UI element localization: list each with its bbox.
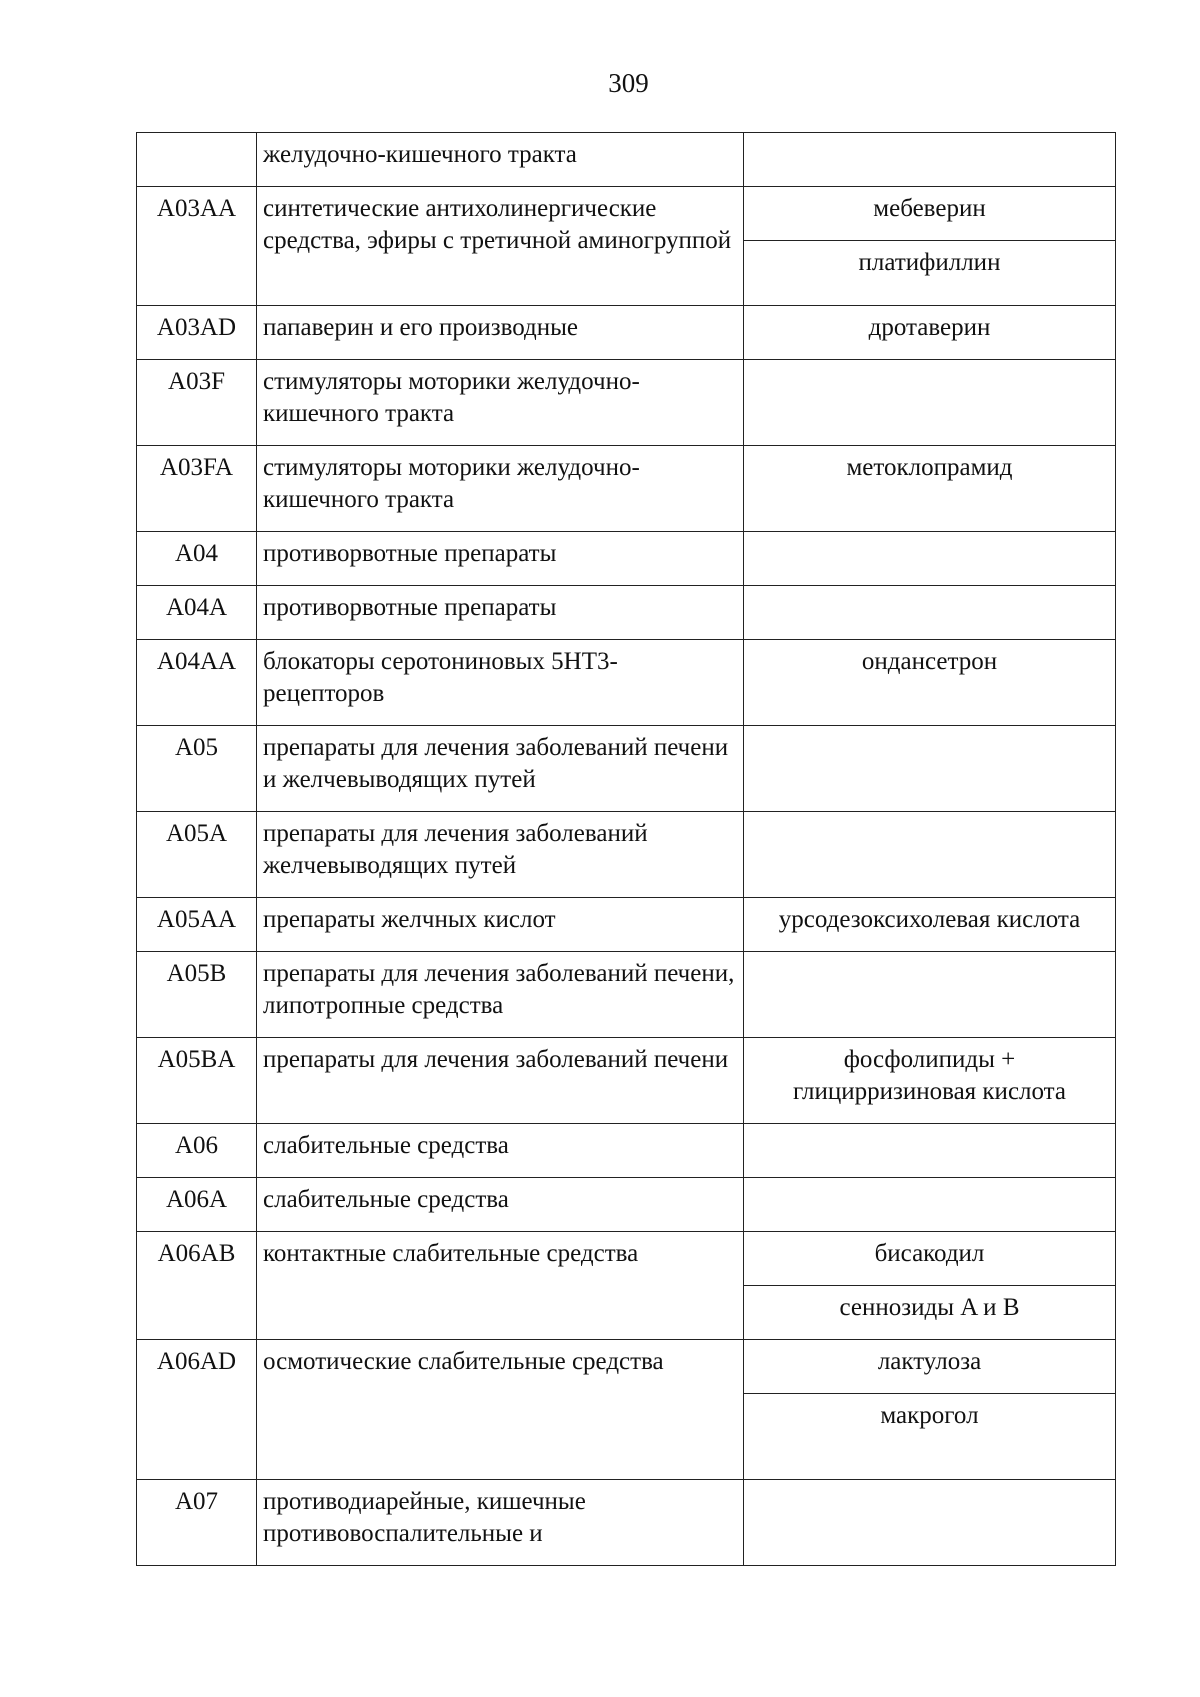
drug-cell <box>744 1178 1116 1232</box>
drug-cell: ондансетрон <box>744 640 1116 726</box>
atc-code-cell: A03AA <box>137 187 257 306</box>
table-row <box>137 1340 1116 1394</box>
drug-cell <box>744 726 1116 812</box>
atc-code-cell: A04AA <box>137 640 257 726</box>
atc-description-cell: слабительные средства <box>257 1124 744 1178</box>
atc-code-cell: A05AA <box>137 898 257 952</box>
table-row <box>137 1232 1116 1286</box>
atc-description-cell: стимуляторы моторики желудочно-кишечного тракта <box>257 446 744 532</box>
table-row <box>137 640 1116 726</box>
atc-code-cell: A03FA <box>137 446 257 532</box>
table-row <box>137 812 1116 898</box>
table-row <box>137 306 1116 360</box>
drug-cell <box>744 952 1116 1038</box>
atc-code-cell: A03AD <box>137 306 257 360</box>
table-row <box>137 1178 1116 1232</box>
atc-description-cell: стимуляторы моторики желудочно-кишечного тракта <box>257 360 744 446</box>
atc-table <box>136 132 1116 1566</box>
atc-code-cell: A03F <box>137 360 257 446</box>
table-row <box>137 532 1116 586</box>
atc-description-cell: противорвотные препараты <box>257 532 744 586</box>
table-row <box>137 133 1116 187</box>
atc-description-cell: слабительные средства <box>257 1178 744 1232</box>
drug-cell: фосфолипиды + глицирризиновая кислота <box>744 1038 1116 1124</box>
atc-code-cell: A04A <box>137 586 257 640</box>
atc-code-cell: A04 <box>137 532 257 586</box>
page-number: 309 <box>608 68 649 98</box>
atc-code-cell: A06AB <box>137 1232 257 1340</box>
atc-description-cell: осмотические слабительные средства <box>257 1340 744 1480</box>
atc-description-cell: препараты для лечения заболеваний печени <box>257 1038 744 1124</box>
drug-cell: сеннозиды A и B <box>744 1286 1116 1340</box>
table-row <box>137 726 1116 812</box>
table-row <box>137 1480 1116 1566</box>
atc-code-cell: A06 <box>137 1124 257 1178</box>
drug-cell: лактулоза <box>744 1340 1116 1394</box>
drug-cell: дротаверин <box>744 306 1116 360</box>
atc-description-cell: папаверин и его производные <box>257 306 744 360</box>
table-row <box>137 187 1116 241</box>
atc-description-cell: препараты для лечения заболеваний печени, липотропные средства <box>257 952 744 1038</box>
table-row <box>137 360 1116 446</box>
drug-cell: урсодезоксихолевая кислота <box>744 898 1116 952</box>
atc-code-cell: A05A <box>137 812 257 898</box>
drug-cell <box>744 1480 1116 1566</box>
atc-code-cell <box>137 133 257 187</box>
atc-description-cell: желудочно-кишечного тракта <box>257 133 744 187</box>
table-row <box>137 1124 1116 1178</box>
drug-cell: метоклопрамид <box>744 446 1116 532</box>
table-row <box>137 898 1116 952</box>
drug-cell <box>744 586 1116 640</box>
drug-cell <box>744 360 1116 446</box>
table-row <box>137 586 1116 640</box>
atc-description-cell: синтетические антихолинергические средства, эфиры с третичной аминогруппой <box>257 187 744 306</box>
drug-cell: мебеверин <box>744 187 1116 241</box>
table-row <box>137 1038 1116 1124</box>
drug-cell: бисакодил <box>744 1232 1116 1286</box>
atc-description-cell: препараты желчных кислот <box>257 898 744 952</box>
drug-cell: платифиллин <box>744 241 1116 306</box>
drug-cell <box>744 812 1116 898</box>
atc-description-cell: противорвотные препараты <box>257 586 744 640</box>
drug-cell <box>744 1124 1116 1178</box>
atc-description-cell: блокаторы серотониновых 5HT3-рецепторов <box>257 640 744 726</box>
atc-description-cell: противодиарейные, кишечные противовоспалительные и <box>257 1480 744 1566</box>
drug-cell: макрогол <box>744 1394 1116 1480</box>
table-row <box>137 446 1116 532</box>
atc-code-cell: A06A <box>137 1178 257 1232</box>
drug-cell <box>744 532 1116 586</box>
atc-code-cell: A05BA <box>137 1038 257 1124</box>
atc-description-cell: контактные слабительные средства <box>257 1232 744 1340</box>
table-row <box>137 952 1116 1038</box>
atc-code-cell: A07 <box>137 1480 257 1566</box>
atc-description-cell: препараты для лечения заболеваний печени и желчевыводящих путей <box>257 726 744 812</box>
atc-code-cell: A06AD <box>137 1340 257 1480</box>
atc-code-cell: A05 <box>137 726 257 812</box>
drug-cell <box>744 133 1116 187</box>
atc-code-cell: A05B <box>137 952 257 1038</box>
atc-description-cell: препараты для лечения заболеваний желчевыводящих путей <box>257 812 744 898</box>
